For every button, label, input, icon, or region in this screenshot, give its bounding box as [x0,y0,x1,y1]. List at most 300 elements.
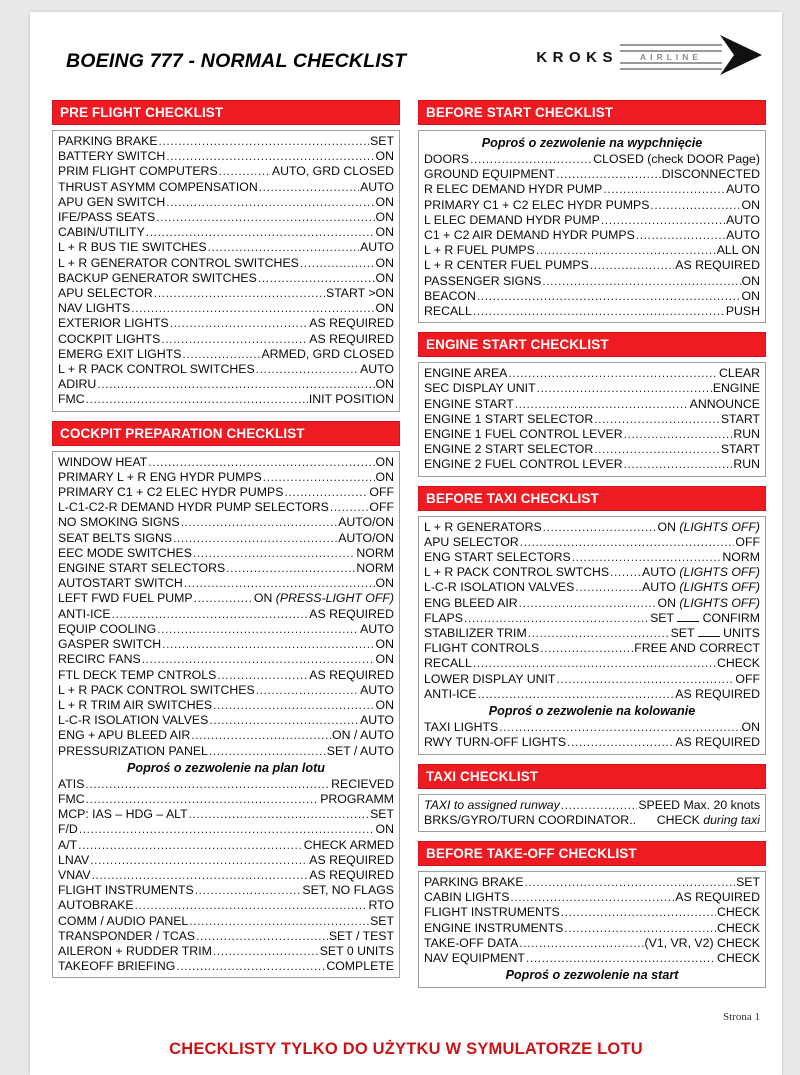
leader-dots [528,626,670,641]
checklist-row [58,914,394,929]
checklist-row [424,381,760,396]
checklist-item-value: SET [370,913,394,928]
checklist-item-label: FMC [58,392,85,407]
checklist-row [58,883,394,898]
leader-dots [213,698,374,713]
checklist-item-label: ENGINE 1 FUEL CONTROL LEVER [424,427,623,442]
checklist-row [58,332,394,347]
checklist-item-label: THRUST ASYMM COMPENSATION [58,179,258,194]
checklist-row [424,228,760,243]
checklist-item-value: RUN [733,427,760,442]
section-body [418,516,766,755]
checklist-item-label: TAKEOFF BRIEFING [58,959,176,974]
checklist-item-label: STABILIZER TRIM [424,626,527,641]
leader-dots [142,652,375,667]
leader-dots [300,256,375,271]
leader-dots [256,362,359,377]
checklist-item-label: ENGINE INSTRUMENTS [424,920,564,935]
value-note: (LIGHTS OFF) [679,580,760,595]
leader-dots [556,167,660,182]
checklist-item-label: PRIMARY L + R ENG HYDR PUMPS [58,469,262,484]
checklist-item-value: ON [375,697,394,712]
checklist-item-label: RECIRC FANS [58,652,141,667]
leader-dots [575,580,641,595]
checklist-row [424,304,760,319]
checklist-item-label: RECALL [424,304,472,319]
section-title: BEFORE TAKE-OFF CHECKLIST [418,841,766,866]
leader-dots [624,427,733,442]
checklist-item-value: AUTO (LIGHTS OFF) [642,580,760,595]
leader-dots [112,607,309,622]
section-title: ENGINE START CHECKLIST [418,332,766,357]
fill-in-blank [698,636,720,637]
leader-dots [499,720,740,735]
leader-dots [520,535,735,550]
checklist-item-value: AS REQUIRED [309,331,394,346]
checklist-item-value: AUTO [360,179,394,194]
checklist-row [58,637,394,652]
checklist-item-value: ON [375,469,394,484]
checklist-row [58,256,394,271]
checklist-item-value: SET [736,874,760,889]
checklist-row [424,427,760,442]
page-number: Strona 1 [723,1011,760,1023]
leader-dots [540,641,633,656]
checklist-row [424,735,760,750]
checklist-row [58,240,394,255]
checklist-item-value: RECIEVED [331,776,394,791]
checklist-section [418,841,766,988]
leader-dots [156,210,374,225]
checklist-item-value: ON [375,149,394,164]
checklist-item-value: ON [741,197,760,212]
checklist-item-label: EEC MODE SWITCHES [58,545,192,560]
checklist-row [424,182,760,197]
checklist-item-value: CHECK [716,950,760,965]
checklist-item-value: AUTO (LIGHTS OFF) [642,565,760,580]
checklist-item-value: ARMED, GRD CLOSED [261,346,394,361]
checklist-item-value: PROGRAMM [320,791,394,806]
checklist-item-label: BATTERY SWITCH [58,149,166,164]
checklist-item-value: AUTO/ON [338,515,394,530]
checklist-item-value: ON [375,270,394,285]
checklist-row [424,580,760,595]
checklist-item-value: OFF [369,485,394,500]
checklist-item-value: AUTO [360,682,394,697]
checklist-item-label: BEACON [424,288,476,303]
checklist-item-label: ENGINE START SELECTORS [58,561,226,576]
checklist-row [58,500,394,515]
checklist-item-value: (V1, VR, V2) CHECK [644,935,760,950]
checklist-item-value: AUTO [360,713,394,728]
checklist-row [58,392,394,407]
leader-dots [572,550,722,565]
checklist-item-value: AUTO, GRD CLOSED [271,164,394,179]
leader-dots [194,591,253,606]
logo-subtitle-block [620,40,722,74]
checklist-item-label: AILERON + RUDDER TRIM [58,943,212,958]
checklist-item-value: AUTO [360,621,394,636]
logo-rule-1 [620,44,722,46]
leader-dots [543,520,657,535]
checklist-row [58,622,394,637]
value-note: (LIGHTS OFF) [679,595,760,610]
checklist-item-label: PRIMARY C1 + C2 ELEC HYDR PUMPS [424,197,650,212]
leader-dots [601,213,725,228]
checklist-item-value: NORM [722,550,760,565]
checklist-item-label: ANTI-ICE [58,606,111,621]
checklist-row [424,641,760,656]
leader-dots [176,959,325,974]
checklist-item-label: GASPER SWITCH [58,637,162,652]
checklist-item-label: VNAV [58,867,91,882]
checklist-item-value: CHECK ARMED [303,837,394,852]
checklist-row [424,535,760,550]
checklist-item-value: CLOSED (check DOOR Page) [593,152,760,166]
checklist-item-label: EXTERIOR LIGHTS [58,316,169,331]
checklist-item-value: SET UNITS [670,626,760,641]
checklist-item-value: ON [375,301,394,316]
checklist-item-label: RWY TURN-OFF LIGHTS [424,735,567,750]
checklist-item-label: ENGINE 2 FUEL CONTROL LEVER [424,457,623,472]
checklist-row [424,720,760,735]
leader-dots [191,728,331,743]
checklist-item-label: L + R GENERATORS [424,519,542,534]
checklist-row [58,713,394,728]
checklist-row [424,243,760,258]
checklist-item-label: L + R FUEL PUMPS [424,243,535,258]
checklist-item-label: NO SMOKING SIGNS [58,515,180,530]
checklist-item-value: AS REQUIRED [309,867,394,882]
leader-dots [182,347,260,362]
checklist-item-value: AUTO [360,362,394,377]
checklist-row [58,777,394,792]
checklist-row [58,301,394,316]
leader-dots [92,868,309,883]
leader-dots [213,944,319,959]
checklist-item-value: RUN [733,457,760,472]
checklist-item-value: AUTO [726,228,760,243]
leader-dots [508,366,718,381]
checklist-row [58,316,394,331]
checklist-item-label: FLIGHT INSTRUMENTS [424,905,560,920]
checklist-item-label: NAV EQUIPMENT [424,950,525,965]
checklist-section [52,421,400,979]
checklist-item-label: ENG START SELECTORS [424,550,571,565]
leader-dots [473,304,725,319]
leader-dots [166,195,374,210]
checklist-row [58,668,394,683]
checklist-item-value: SET [370,807,394,822]
checklist-row [58,807,394,822]
checklist-row [58,929,394,944]
checklist-item-label: ANTI-ICE [424,686,477,701]
leader-dots [470,152,592,167]
checklist-section [418,764,766,832]
checklist-item-label: TAKE-OFF DATA [424,935,519,950]
leader-dots [594,412,720,427]
leader-dots [650,198,740,213]
checklist-item-label: RECALL [424,656,472,671]
checklist-item-label: SEC DISPLAY UNIT [424,381,536,396]
checklist-item-label: ENG BLEED AIR [424,595,518,610]
checklist-item-value: ON (PRESS-LIGHT OFF) [253,591,394,606]
checklist-item-label: PRESSURIZATION PANEL [58,743,208,758]
checklist-row [58,898,394,913]
checklist-item-label: TAXI LIGHTS [424,720,499,735]
checklist-item-value: ON (LIGHTS OFF) [657,595,760,610]
checklist-item-label: BACKUP GENERATOR SWITCHES [58,270,257,285]
checklist-row [58,546,394,561]
checklist-row [424,366,760,381]
checklist-item-value: AS REQUIRED [309,852,394,867]
logo-subtitle: AIRLINE [637,52,705,62]
checklist-row [58,959,394,974]
fill-in-blank [677,621,699,622]
checklist-row [58,134,394,149]
leader-dots [519,936,643,951]
leader-dots [86,792,320,807]
leader-dots [189,914,369,929]
checklist-item-label: COMM / AUDIO PANEL [58,913,189,928]
checklist-row [58,195,394,210]
checklist-row [58,149,394,164]
checklist-row [424,198,760,213]
leader-dots [209,713,359,728]
checklist-item-label: PASSENGER SIGNS [424,273,542,288]
checklist-item-label: L + R BUS TIE SWITCHES [58,240,207,255]
section-body [52,130,400,412]
checklist-item-value: AS REQUIRED [675,686,760,701]
checklist-item-value: SPEED Max. 20 knots [638,797,760,812]
leader-dots [537,381,712,396]
checklist-row [424,289,760,304]
value-note: (PRESS-LIGHT OFF) [275,591,394,606]
leader-dots [561,798,638,813]
checklist-item-label: ENGINE 1 START SELECTOR [424,411,594,426]
checklist-item-label: MCP: IAS – HDG – ALT [58,807,188,822]
page-title: BOEING 777 - NORMAL CHECKLIST [66,50,407,72]
checklist-item-value: ON [375,454,394,469]
checklist-item-label: L + R PACK CONTROL SWITCHES [58,362,255,377]
leader-dots [636,228,725,243]
checklist-item-label: FLIGHT INSTRUMENTS [58,883,194,898]
checklist-row [58,744,394,759]
checklist-item-label: ENGINE AREA [424,366,508,381]
page-header [30,12,782,100]
checklist-item-label: L + R PACK CONTROL SWTCHS [424,565,610,580]
checklist-row [424,167,760,182]
left-column [52,100,400,997]
checklist-item-value: NORM [356,561,394,576]
leader-dots [536,243,716,258]
checklist-item-label: ADIRU [58,377,97,392]
checklist-row [58,470,394,485]
checklist-row [58,455,394,470]
checklist-row [424,565,760,580]
checklist-row [58,377,394,392]
checklist-item-value: AS REQUIRED [309,606,394,621]
checklist-item-value: ON [375,255,394,270]
leader-dots [567,735,674,750]
leader-dots [146,225,375,240]
checklist-item-value: DISCONNECTED [661,167,760,182]
checklist-row [424,442,760,457]
checklist-item-value: PUSH [725,304,760,319]
checklist-row [424,152,760,167]
checklist-item-label: LEFT FWD FUEL PUMP [58,591,193,606]
checklist-item-value: NORM [356,545,394,560]
leader-dots [157,622,359,637]
checklist-item-label: AUTOBRAKE [58,898,134,913]
checklist-row [424,258,760,273]
checklist-item-value: ON [375,210,394,225]
checklist-item-label: L + R GENERATOR CONTROL SWITCHES [58,255,299,270]
leader-dots [170,316,309,331]
checklist-item-label: LOWER DISPLAY UNIT [424,671,556,686]
checklist-item-value: ON [375,377,394,392]
leader-dots [519,596,657,611]
checklist-row [58,944,394,959]
checklist-item-value: OFF [735,534,760,549]
checklist-columns [30,100,782,997]
arrow-right-icon [718,34,764,81]
leader-dots [208,240,359,255]
checklist-item-value: INIT POSITION [308,392,394,407]
checklist-row [58,515,394,530]
checklist-row [424,611,760,626]
checklist-item-label: CABIN LIGHTS [424,890,510,905]
checklist-item-label: PARKING BRAKE [58,134,158,148]
leader-dots [594,442,720,457]
checklist-item-label: PRIMARY C1 + C2 ELEC HYDR PUMPS [58,485,284,500]
logo-wordmark: KROKS [536,48,618,66]
checklist-page [30,12,782,1075]
checklist-item-label: SEAT BELTS SIGNS [58,530,173,545]
checklist-row [58,531,394,546]
checklist-item-value: ON [375,652,394,667]
checklist-item-label: L-C-R ISOLATION VALVES [58,713,209,728]
checklist-row [58,868,394,883]
checklist-item-value: ON [741,273,760,288]
leader-dots [135,898,368,913]
checklist-item-label: DOORS [424,152,470,166]
leader-dots [90,853,308,868]
checklist-row [58,838,394,853]
checklist-item-label: IFE/PASS SEATS [58,210,156,225]
checklist-row [424,813,760,828]
section-body [418,794,766,832]
checklist-row [424,672,760,687]
checklist-section [418,100,766,323]
leader-dots [464,611,649,626]
section-title: TAXI CHECKLIST [418,764,766,789]
leader-dots [85,777,330,792]
checklist-row [58,561,394,576]
leader-dots [131,301,374,316]
checklist-item-label: ENGINE 2 START SELECTOR [424,442,594,457]
checklist-row [58,210,394,225]
right-column [418,100,766,997]
checklist-row [58,591,394,606]
leader-dots [193,546,356,561]
checklist-item-label: L-C-R ISOLATION VALVES [424,580,575,595]
checklist-item-label: PARKING BRAKE [424,874,524,889]
checklist-item-label: FLIGHT CONTROLS [424,641,540,656]
checklist-item-value: SET [370,134,394,148]
checklist-item-label: APU SELECTOR [424,534,519,549]
checklist-item-value: AUTO [360,240,394,255]
checklist-row [424,951,760,966]
leader-dots [217,668,308,683]
checklist-item-value: CHECK [716,656,760,671]
checklist-item-label: ENG + APU BLEED AIR [58,728,191,743]
checklist-row [58,822,394,837]
checklist-item-value: ON [375,194,394,209]
checklist-row [424,875,760,890]
checklist-item-value: START >ON [326,286,394,301]
checklist-item-label: TAXI to assigned runway [424,797,560,812]
logo-rule-4 [620,68,722,70]
footer-disclaimer: CHECKLISTY TYLKO DO UŻYTKU W SYMULATORZE LOTU [169,1040,643,1058]
leader-dots [209,744,326,759]
checklist-item-label: TRANSPONDER / TCAS [58,928,196,943]
section-body [418,362,766,476]
leader-dots [258,271,375,286]
value-note: (LIGHTS OFF) [679,519,760,534]
checklist-note: Poproś o zezwolenie na wypchnięcie [481,136,703,150]
leader-dots [477,289,741,304]
checklist-item-label: L ELEC DEMAND HYDR PUMP [424,212,600,227]
checklist-row [424,798,760,813]
checklist-item-value: CHECK [716,905,760,920]
leader-dots [590,258,674,273]
checklist-section [52,100,400,412]
checklist-row [424,936,760,951]
checklist-row [424,905,760,920]
leader-dots [473,656,716,671]
section-body [418,130,766,323]
checklist-item-label: CABIN/UTILITY [58,225,145,240]
checklist-item-value: SET CONFIRM [650,610,760,625]
leader-dots [86,392,308,407]
checklist-item-value: SET / AUTO [326,743,394,758]
checklist-item-value: CLEAR [718,366,760,381]
checklist-row [424,626,760,641]
checklist-item-label: L-C1-C2-R DEMAND HYDR PUMP SELECTORS [58,500,329,515]
leader-dots [330,500,369,515]
leader-dots [510,890,674,905]
section-title: COCKPIT PREPARATION CHECKLIST [52,421,400,446]
checklist-item-value: CHECK during taxi [656,812,760,827]
checklist-row [58,792,394,807]
leader-dots [79,822,375,837]
checklist-item-value: ANNOUNCE [689,396,760,411]
checklist-row [58,164,394,179]
checklist-item-value: OFF [735,671,760,686]
leader-dots [525,875,736,890]
checklist-item-value: ON [741,720,760,735]
checklist-item-value: AS REQUIRED [675,890,760,905]
checklist-row [424,397,760,412]
checklist-item-value: RTO [368,898,394,913]
leader-dots [181,515,338,530]
checklist-item-value: COMPLETE [326,959,394,974]
checklist-row [58,362,394,377]
checklist-row [58,286,394,301]
checklist-row [424,656,760,671]
checklist-row [424,412,760,427]
